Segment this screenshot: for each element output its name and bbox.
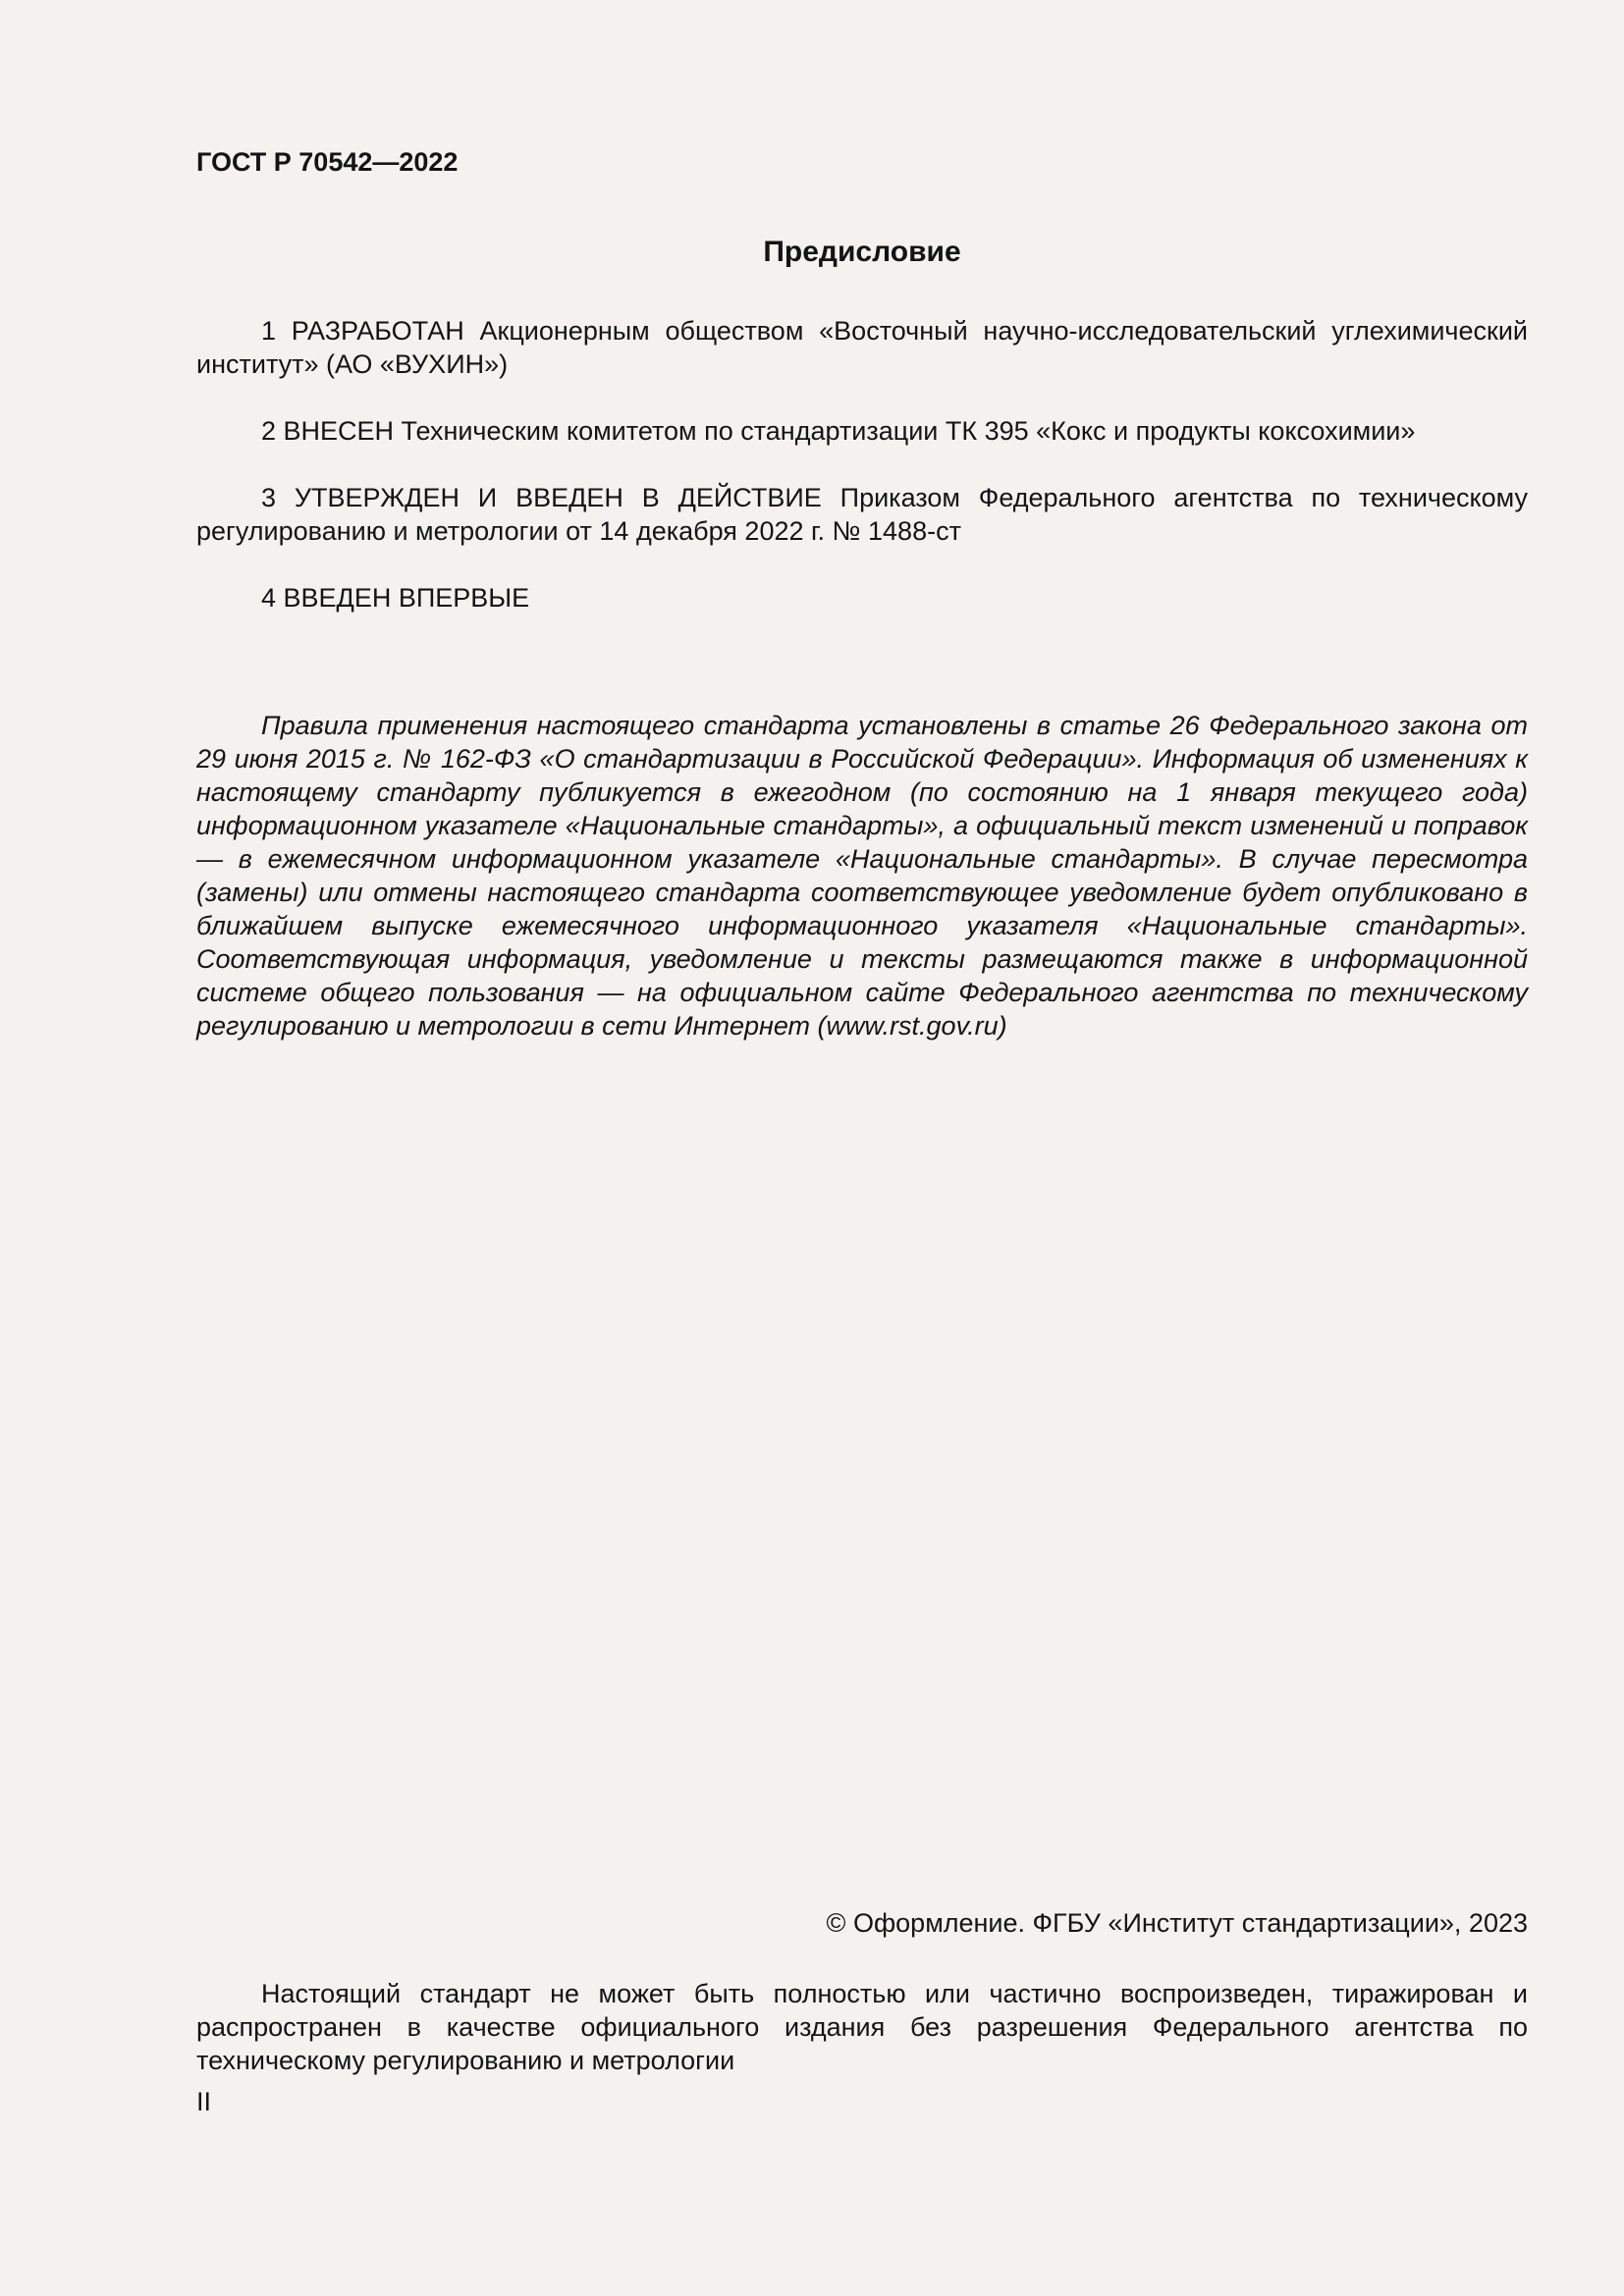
distribution-notice: Настоящий стандарт не может быть полностью или частично воспроизведен, тиражирован и распространен в качестве официального издания без разрешения Федерального агентства по техническому регулированию и метрологии xyxy=(196,1979,1528,2076)
page-footer xyxy=(196,1906,1528,2118)
foreword-item-approved: 3 УТВЕРЖДЕН И ВВЕДЕН В ДЕЙСТВИЕ Приказом Федерального агентства по техническому регулированию и метрологии от 14 декабря 2022 г. № 1488-ст xyxy=(196,482,1528,546)
page-number: II xyxy=(196,2087,212,2117)
foreword-item-developed: 1 РАЗРАБОТАН Акционерным обществом «Восточный научно-исследовательский углехимический институт» (АО «ВУХИН») xyxy=(196,315,1528,379)
standard-code: ГОСТ Р 70542—2022 xyxy=(196,147,459,177)
page-title: Предисловие xyxy=(763,236,961,269)
foreword-item-submitted: 2 ВНЕСЕН Техническим комитетом по стандартизации ТК 395 «Кокс и продукты коксохимии» xyxy=(261,415,1416,446)
copyright-line: © Оформление. ФГБУ «Институт стандартизации», 2023 xyxy=(826,1908,1528,1938)
foreword-item-first-edition: 4 ВВЕДЕН ВПЕРВЫЕ xyxy=(261,582,530,613)
application-rules-notice: Правила применения настоящего стандарта установлены в статье 26 Федерального закона от 29 июня 2015 г. № 162-ФЗ «О стандартизации в Российской Федерации». Информация об изменениях к настоящему стандарту публикуется в ежегодном (по состоянию на 1 января текущего года) информационном указателе «Национальные стандарты», а официальный текст изменений и поправок — в ежемесячном информационном указателе «Национальные стандарты». В случае пересмотра (замены) или отмены настоящего стандарта соответствующее уведомление будет опубликовано в ближайшем выпуске ежемесячного информационного указателя «Национальные стандарты». Соответствующая информация, уведомление и тексты размещаются также в информационной системе общего пользования — на официальном сайте Федерального агентства по техническому регулированию и метрологии в сети Интернет (www.rst.gov.ru) xyxy=(196,710,1528,1041)
